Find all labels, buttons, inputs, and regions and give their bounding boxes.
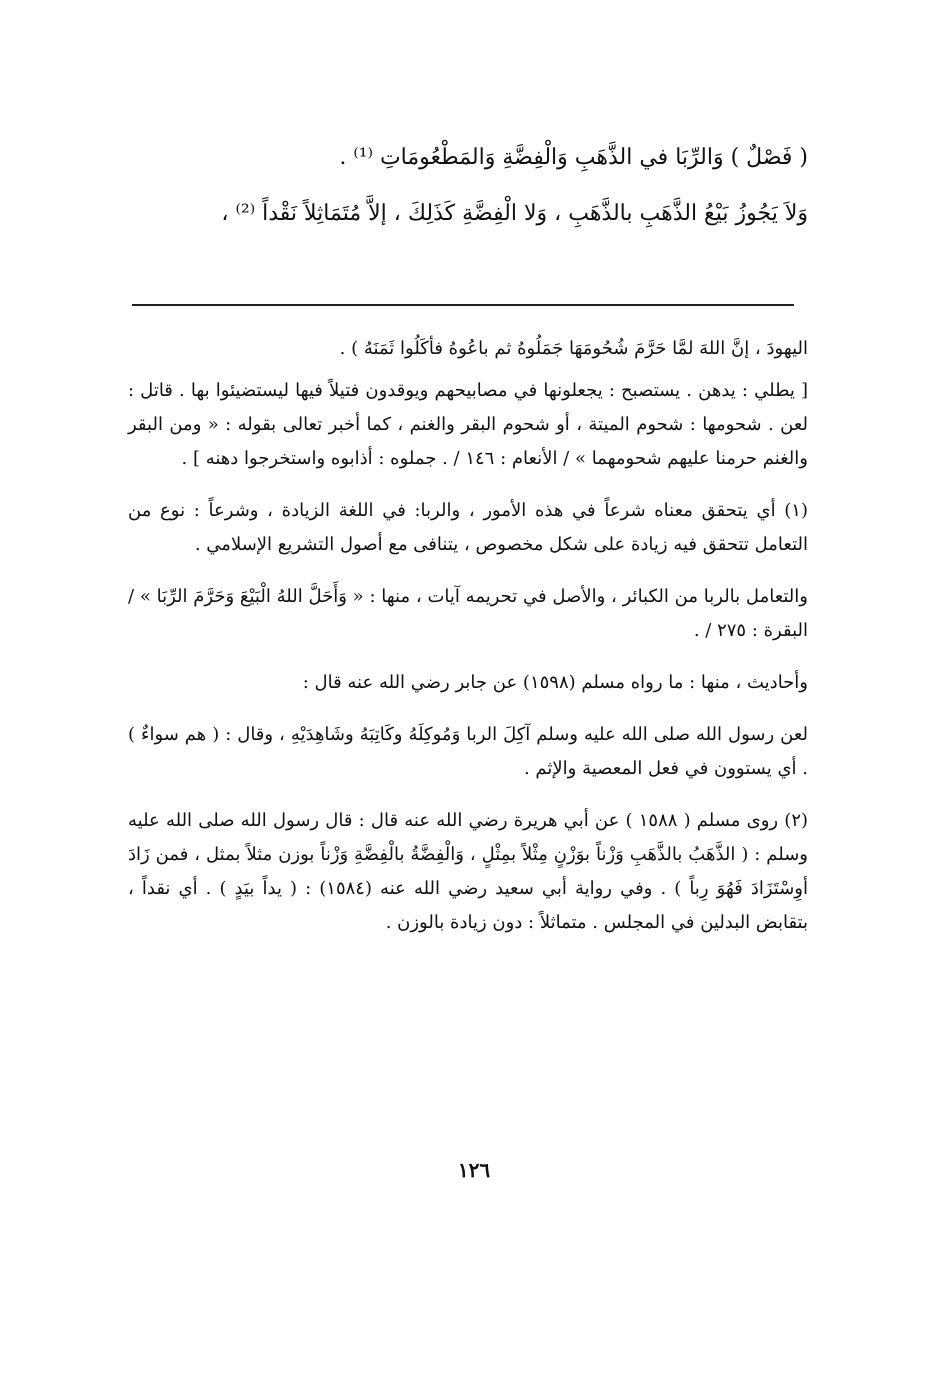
- footnote-continuation: اليهودَ ، إنَّ اللهَ لمَّا حَرَّمَ شُحُومَهَا جَمَلُوهُ ثم باعُوهُ فأكَلُوا ثَمَنَهُ ) .: [339, 338, 808, 359]
- section-heading: ( فَصْلٌ ) وَالرِّبَا في الذَّهَبِ وَالْفِضَّةِ وَالمَطْعُومَاتِ ⁽¹⁾ .: [339, 145, 808, 170]
- footnote-1: (١) أي يتحقق معناه شرعاً في هذه الأمور ، والربا: في اللغة الزيادة ، وشرعاً : نوع من التعامل تتحقق فيه زيادة على شكل مخصوص ، يتنافى مع أصول التشريع الإسلامي .: [128, 500, 808, 555]
- footnote-1-verse: والتعامل بالربا من الكبائر ، والأصل في تحريمه آيات ، منها : « وَأَحَلَّ اللهُ الْبَيْعَ وَحَرَّمَ الرِّبَا » / البقرة : ٢٧٥ / .: [128, 586, 808, 641]
- main-paragraph: وَلاَ يَجُوزُ بَيْعُ الذَّهَبِ بالذَّهَبِ ، وَلا الْفِضَّةِ كَذَلِكَ ، إلاَّ مُتَمَاثِلاً نَقْداً ⁽²⁾ ،: [221, 201, 808, 226]
- page-number: ١٢٦: [457, 1158, 491, 1182]
- footnotes: [128, 332, 808, 958]
- main-text: [128, 130, 808, 242]
- footnote-divider: [132, 304, 794, 306]
- footnote-2: (٢) روى مسلم ( ١٥٨٨ ) عن أبي هريرة رضي الله عنه قال : قال رسول الله صلى الله عليه وسلم : ( الذَّهَبُ بالذَّهَبِ وَزْناً بوَزْنٍ مِثْلاً بمِثْلٍ ، وَالْفِضَّةُ بالْفِضَّةِ وَزْناً بوزن مثلاً بمثل ، فمن زَادَ أوِسْتَزَادَ فَهُوَ رِباً ) . وفي رواية أبي سعيد رضي الله عنه (١٥٨٤) : ( يداً بيَدٍ ) . أي نقداً ، بتقابض البدلين في المجلس . متماثلاً : دون زيادة بالوزن .: [128, 810, 809, 933]
- footnote-gloss: [ يطلي : يدهن . يستصبح : يجعلونها في مصابيحهم ويوقدون فتيلاً فيها ليستضيئوا بها . قاتل : لعن . شحومها : شحوم الميتة ، أو شحوم البقر والغنم ، كما أخبر تعالى بقوله : « ومن البقر والغنم حرمنا عليهم شحومهما » / الأنعام : ١٤٦ / . جملوه : أذابوه واستخرجوا دهنه ] .: [128, 380, 808, 469]
- footnote-1-hadith-intro: وأحاديث ، منها : ما رواه مسلم (١٥٩٨) عن جابر رضي الله عنه قال :: [302, 672, 808, 693]
- footnote-1-hadith: لعن رسول الله صلى الله عليه وسلم آكِلَ الربا وَمُوكِلَهُ وكَاتِبَهُ وشَاهِدَيْهِ ، وقال : ( هم سواءٌ ) . أي يستوون في فعل المعصية والإثم .: [128, 724, 808, 779]
